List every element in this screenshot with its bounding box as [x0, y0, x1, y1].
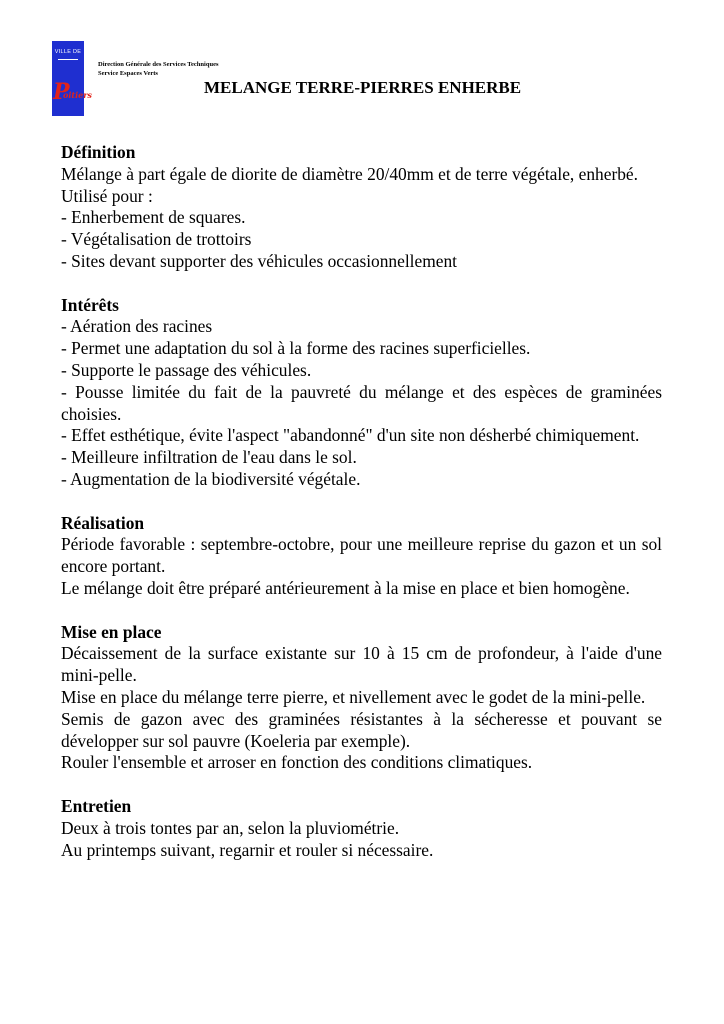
- document-body: [61, 142, 662, 883]
- section-realisation: [61, 513, 662, 600]
- paragraph: Rouler l'ensemble et arroser en fonction des conditions climatiques.: [61, 752, 533, 773]
- paragraph: Deux à trois tontes par an, selon la pluviométrie.: [61, 817, 400, 838]
- list-item: - Supporte le passage des véhicules.: [61, 359, 312, 380]
- paragraph: Décaissement de la surface existante sur 10 à 15 cm de profondeur, à l'aide d'une mini-pelle.: [61, 643, 662, 686]
- section-interets: [61, 295, 662, 491]
- list-item: - Effet esthétique, évite l'aspect "abandonné" d'un site non désherbé chimiquement.: [61, 425, 640, 446]
- section-heading: Intérêts: [61, 294, 119, 315]
- logo-script-rest: oitiers: [63, 90, 92, 100]
- logo-top-text: VILLE DE: [54, 49, 82, 55]
- service-name: Service Espaces Verts: [98, 70, 158, 77]
- section-heading: Mise en place: [61, 621, 162, 642]
- list-item: - Aération des racines: [61, 316, 213, 337]
- list-item: - Végétalisation de trottoirs: [61, 229, 252, 250]
- paragraph: Utilisé pour :: [61, 185, 153, 206]
- list-item: - Enherbement de squares.: [61, 207, 246, 228]
- section-mise-en-place: [61, 622, 662, 775]
- section-heading: Réalisation: [61, 512, 145, 533]
- list-item: - Meilleure infiltration de l'eau dans le sol.: [61, 447, 357, 468]
- paragraph: Mise en place du mélange terre pierre, et nivellement avec le godet de la mini-pelle.: [61, 686, 646, 707]
- directorate-name: Direction Générale des Services Techniques: [98, 61, 219, 68]
- paragraph: Période favorable : septembre-octobre, pour une meilleure reprise du gazon et un sol encore portant.: [61, 534, 662, 577]
- logo-script-initial: P: [53, 79, 70, 105]
- section-definition: [61, 142, 662, 273]
- list-item: - Permet une adaptation du sol à la forme des racines superficielles.: [61, 338, 531, 359]
- section-heading: Entretien: [61, 795, 132, 816]
- section-heading: Définition: [61, 142, 136, 162]
- list-item: - Augmentation de la biodiversité végétale.: [61, 468, 361, 489]
- list-item: - Pousse limitée du fait de la pauvreté du mélange et des espèces de graminées choisies.: [61, 381, 662, 424]
- paragraph: Semis de gazon avec des graminées résistantes à la sécheresse et pouvant se développer sur sol pauvre (Koeleria par exemple).: [61, 708, 662, 751]
- paragraph: Le mélange doit être préparé antérieurement à la mise en place et bien homogène.: [61, 577, 630, 598]
- paragraph: Mélange à part égale de diorite de diamètre 20/40mm et de terre végétale, enherbé.: [61, 163, 638, 184]
- header-organization: [98, 60, 218, 78]
- city-logo: [52, 41, 92, 116]
- document-title: MELANGE TERRE-PIERRES ENHERBE: [204, 78, 522, 97]
- section-entretien: [61, 796, 662, 861]
- list-item: - Sites devant supporter des véhicules occasionnellement: [61, 250, 458, 271]
- paragraph: Au printemps suivant, regarnir et rouler si nécessaire.: [61, 839, 434, 860]
- logo-divider: [58, 59, 78, 60]
